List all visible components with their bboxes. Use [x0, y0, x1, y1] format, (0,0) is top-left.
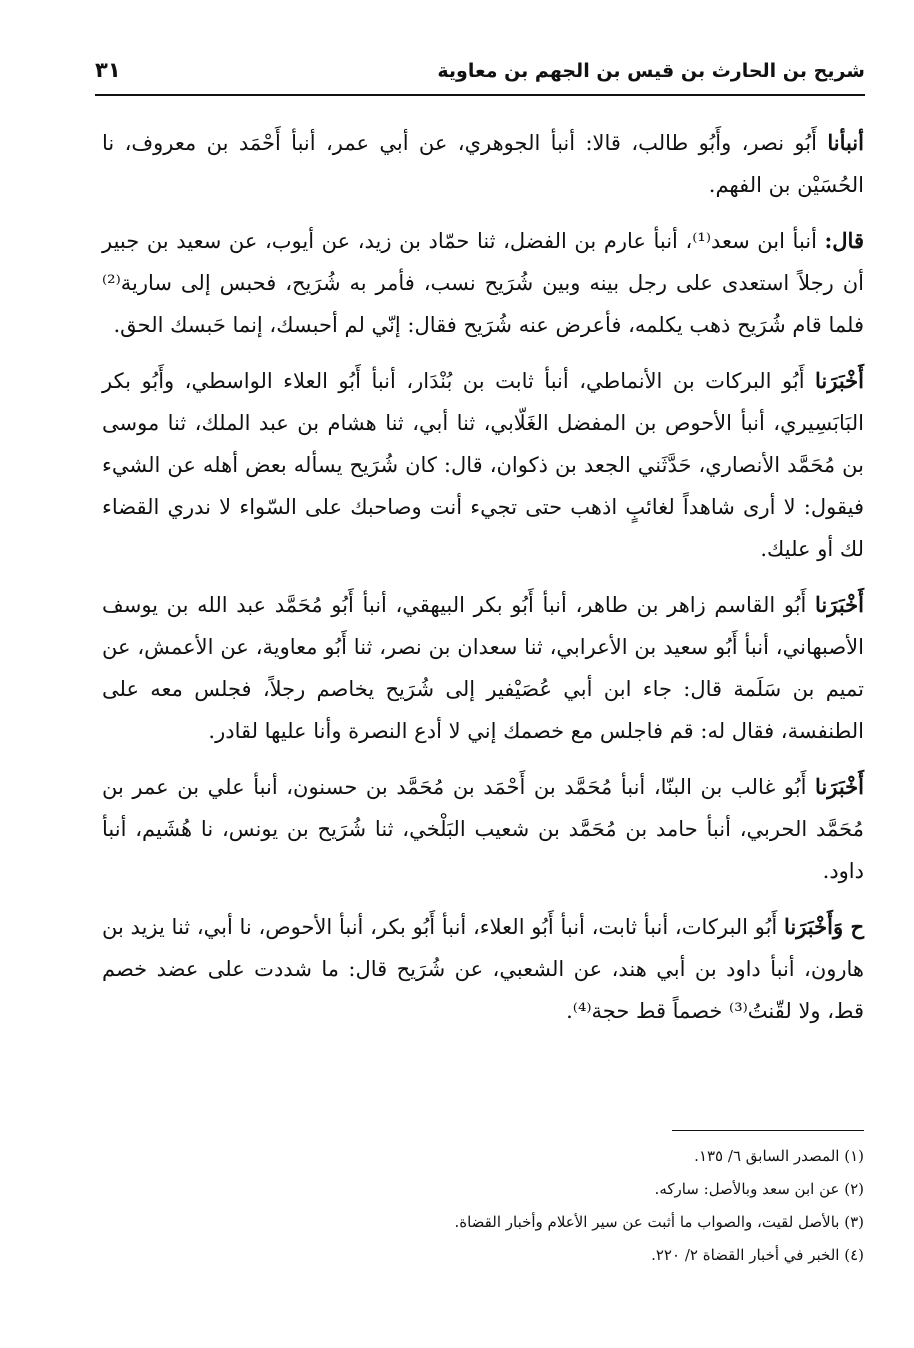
paragraph-lead-word: أَخْبَرَنا [815, 592, 864, 617]
footnote-3: (٣) بالأصل لقيت، والصواب ما أثبت عن سير الأعلام وأخبار القضاة. [454, 1213, 864, 1231]
footnote-divider [672, 1130, 864, 1131]
paragraph [102, 122, 864, 206]
paragraph-lead-word: قال: [824, 228, 864, 253]
paragraph-text: أَبُو غالب بن البنّا، أنبأ مُحَمَّد بن أَحْمَد بن مُحَمَّد بن حسنون، أنبأ علي بن عمر بن مُحَمَّد الحربي، أنبأ حامد بن مُحَمَّد بن شعيب البَلْخي، ثنا شُرَيح بن يونس، نا هُشَيم، أنبأ داود. [102, 775, 864, 883]
paragraph-text: أَبُو نصر، وأَبُو طالب، قالا: أنبأ الجوهري، عن أبي عمر، أنبأ أَحْمَد بن معروف، نا الحُسَيْن بن الفهم. [102, 131, 864, 197]
paragraph [102, 906, 864, 1032]
footnote-1: (١) المصدر السابق ٦/ ١٣٥. [694, 1147, 864, 1165]
paragraph-lead-word: أَخْبَرَنا [815, 368, 864, 393]
footnotes [102, 1140, 864, 1272]
paragraph-lead-word: ح وَأَخْبَرَنا [783, 914, 864, 939]
header-divider [95, 94, 865, 96]
paragraph-text: أَبُو القاسم زاهر بن طاهر، أنبأ أَبُو بكر البيهقي، أنبأ أَبُو مُحَمَّد عبد الله بن يوسف الأصبهاني، أنبأ أَبُو سعيد بن الأعرابي، ثنا سعدان بن نصر، ثنا أَبُو معاوية، عن الأعمش، عن تميم بن سَلَمة قال: جاء ابن أبي عُصَيْفير إلى شُرَيح يخاصم رجلاً، فجلس معه على الطنفسة، فقال له: قم فاجلس مع خصمك إني لا أدع النصرة وأنا عليها لقادر. [102, 593, 864, 743]
paragraph-lead-word: أَخْبَرَنا [815, 774, 864, 799]
paragraph [102, 766, 864, 892]
paragraph-text: أَبُو البركات، أنبأ ثابت، أنبأ أَبُو العلاء، أنبأ أَبُو بكر، أنبأ الأحوص، نا أبي، ثنا يزيد بن هارون، أنبأ داود بن أبي هند، عن الشعبي، عن شُرَيح قال: ما شددت على عضد خصم قط، ولا لقّنتُ⁽³⁾ خصماً قط حجة⁽⁴⁾. [102, 915, 864, 1023]
main-text [102, 122, 864, 1046]
paragraph-lead-word: أنبأنا [827, 130, 864, 155]
footnote-4: (٤) الخبر في أخبار القضاة ٢/ ٢٢٠. [651, 1246, 864, 1264]
paragraph [102, 220, 864, 346]
paragraph [102, 584, 864, 752]
paragraph-text: أَبُو البركات بن الأنماطي، أنبأ ثابت بن بُنْدَار، أنبأ أَبُو العلاء الواسطي، وأَبُو بكر البَابَسِيري، أنبأ الأحوص بن المفضل الغَلّابي، ثنا أبي، ثنا هشام بن عبد الملك، ثنا موسى بن مُحَمَّد الأنصاري، حَدَّثَني الجعد بن ذكوان، قال: كان شُرَيح يسأله بعض أهله عن الشيء فيقول: لا أرى شاهداً لغائبٍ اذهب حتى تجيء أنت وصاحبك على السّواء لا ندري القضاء لك أو عليك. [102, 369, 864, 561]
footnote-2: (٢) عن ابن سعد وبالأصل: ساركه. [654, 1180, 864, 1198]
page-number: ٣١ [95, 58, 121, 82]
paragraph-text: أنبأ ابن سعد⁽¹⁾، أنبأ عارم بن الفضل، ثنا حمّاد بن زيد، عن أيوب، عن سعيد بن جبير أن رجلاً استعدى على رجل بينه وبين شُرَيح نسب، فأمر به شُرَيح، فحبس إلى سارية⁽²⁾ فلما قام شُرَيح ذهب يكلمه، فأعرض عنه شُرَيح فقال: إنّي لم أحبسك، إنما حَبسك الحق. [102, 229, 864, 337]
running-header-title: شريح بن الحارث بن قيس بن الجهم بن معاوية [437, 60, 865, 82]
running-header [95, 48, 865, 92]
paragraph [102, 360, 864, 570]
